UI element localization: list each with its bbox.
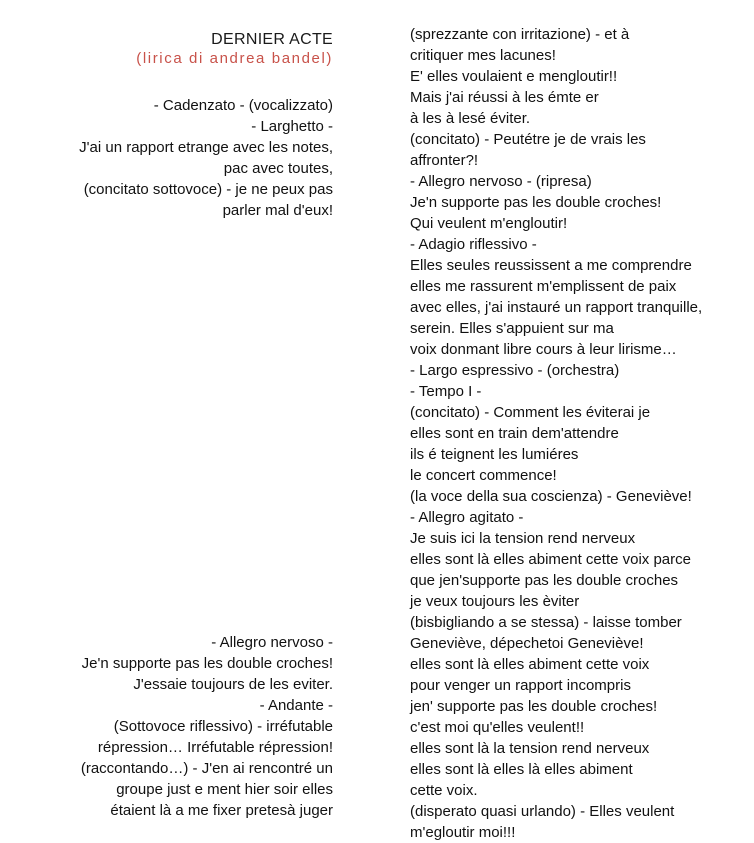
verse-line: jen' supporte pas les double croches! bbox=[410, 698, 658, 715]
verse-line: le concert commence! bbox=[410, 467, 557, 484]
verse-line: Elles seules reussissent a me comprendre bbox=[410, 257, 692, 274]
verse-line: étaient là a me fixer pretesà juger bbox=[110, 802, 333, 819]
verse-line: - Adagio riflessivo - bbox=[410, 236, 537, 253]
verse-line: elles sont là elles abiment cette voix bbox=[410, 656, 650, 673]
verse-line: (bisbigliando a se stessa) - laisse tomber bbox=[410, 614, 682, 631]
verse-line: c'est moi qu'elles veulent!! bbox=[410, 719, 585, 736]
verse-line: parler mal d'eux! bbox=[222, 202, 333, 219]
verse-line: ils é teignent les lumiéres bbox=[410, 446, 579, 463]
verse-line: Geneviève, dépechetoi Geneviève! bbox=[410, 635, 644, 652]
verse-line: cette voix. bbox=[410, 782, 478, 799]
verse-line: - Allegro nervoso - bbox=[211, 634, 333, 651]
verse-line: Je'n supporte pas les double croches! bbox=[410, 194, 662, 211]
verse-line: (concitato) - Comment les éviterai je bbox=[410, 404, 651, 421]
verse-line: je veux toujours les èviter bbox=[410, 593, 580, 610]
verse-line: J'essaie toujours de les eviter. bbox=[133, 676, 333, 693]
verse-line: Je'n supporte pas les double croches! bbox=[81, 655, 333, 672]
verse-line: elles sont là elles abiment cette voix parce bbox=[410, 551, 691, 568]
verse-line: - Larghetto - bbox=[251, 118, 333, 135]
verse-line: Qui veulent m'engloutir! bbox=[410, 215, 568, 232]
verse-line: serein. Elles s'appuient sur ma bbox=[410, 320, 614, 337]
verse-line: pac avec toutes, bbox=[223, 160, 333, 177]
verse-line: elles sont là la tension rend nerveux bbox=[410, 740, 650, 757]
verse-line: affronter?! bbox=[410, 152, 479, 169]
verse-line: J'ai un rapport etrange avec les notes, bbox=[79, 139, 333, 156]
verse-line: critiquer mes lacunes! bbox=[410, 47, 556, 64]
verse-line: groupe just e ment hier soir elles bbox=[116, 781, 333, 798]
verse-line: (Sottovoce riflessivo) - irréfutable bbox=[113, 718, 333, 735]
title-block bbox=[0, 30, 333, 68]
page-title: DERNIER ACTE bbox=[211, 31, 333, 48]
verse-line: avec elles, j'ai instauré un rapport tranquille, bbox=[410, 299, 703, 316]
left-bottom-stanza bbox=[0, 632, 333, 821]
verse-line: (raccontando…) - J'en ai rencontré un bbox=[80, 760, 333, 777]
verse-line: E' elles voulaient e mengloutir!! bbox=[410, 68, 618, 85]
verse-line: (sprezzante con irritazione) - et à bbox=[410, 26, 630, 43]
verse-line: à les à lesé éviter. bbox=[410, 110, 531, 127]
verse-line: - Allegro agitato - bbox=[410, 509, 524, 526]
verse-line: que jen'supporte pas les double croches bbox=[410, 572, 679, 589]
verse-line: (la voce della sua coscienza) - Geneviève! bbox=[410, 488, 692, 505]
verse-line: elles sont là elles là elles abiment bbox=[410, 761, 633, 778]
verse-line: elles sont en train dem'attendre bbox=[410, 425, 619, 442]
verse-line: - Tempo I - bbox=[410, 383, 482, 400]
verse-line: - Largo espressivo - (orchestra) bbox=[410, 362, 620, 379]
left-top-stanza bbox=[0, 95, 333, 221]
page-subtitle: (lirica di andrea bandel) bbox=[136, 50, 333, 67]
verse-line: (concitato sottovoce) - je ne peux pas bbox=[83, 181, 333, 198]
verse-line: elles me rassurent m'emplissent de paix bbox=[410, 278, 677, 295]
verse-line: voix donmant libre cours à leur lirisme… bbox=[410, 341, 677, 358]
verse-line: pour venger un rapport incompris bbox=[410, 677, 631, 694]
verse-line: Mais j'ai réussi à les émte er bbox=[410, 89, 599, 106]
verse-line: - Andante - bbox=[259, 697, 333, 714]
verse-line: (disperato quasi urlando) - Elles veulent bbox=[410, 803, 675, 820]
verse-line: - Allegro nervoso - (ripresa) bbox=[410, 173, 592, 190]
verse-line: m'egloutir moi!!! bbox=[410, 824, 516, 841]
verse-line: - Cadenzato - (vocalizzato) bbox=[153, 97, 333, 114]
right-column-text bbox=[410, 24, 750, 843]
verse-line: répression… Irréfutable répression! bbox=[97, 739, 333, 756]
verse-line: (concitato) - Peutétre je de vrais les bbox=[410, 131, 646, 148]
verse-line: Je suis ici la tension rend nerveux bbox=[410, 530, 636, 547]
